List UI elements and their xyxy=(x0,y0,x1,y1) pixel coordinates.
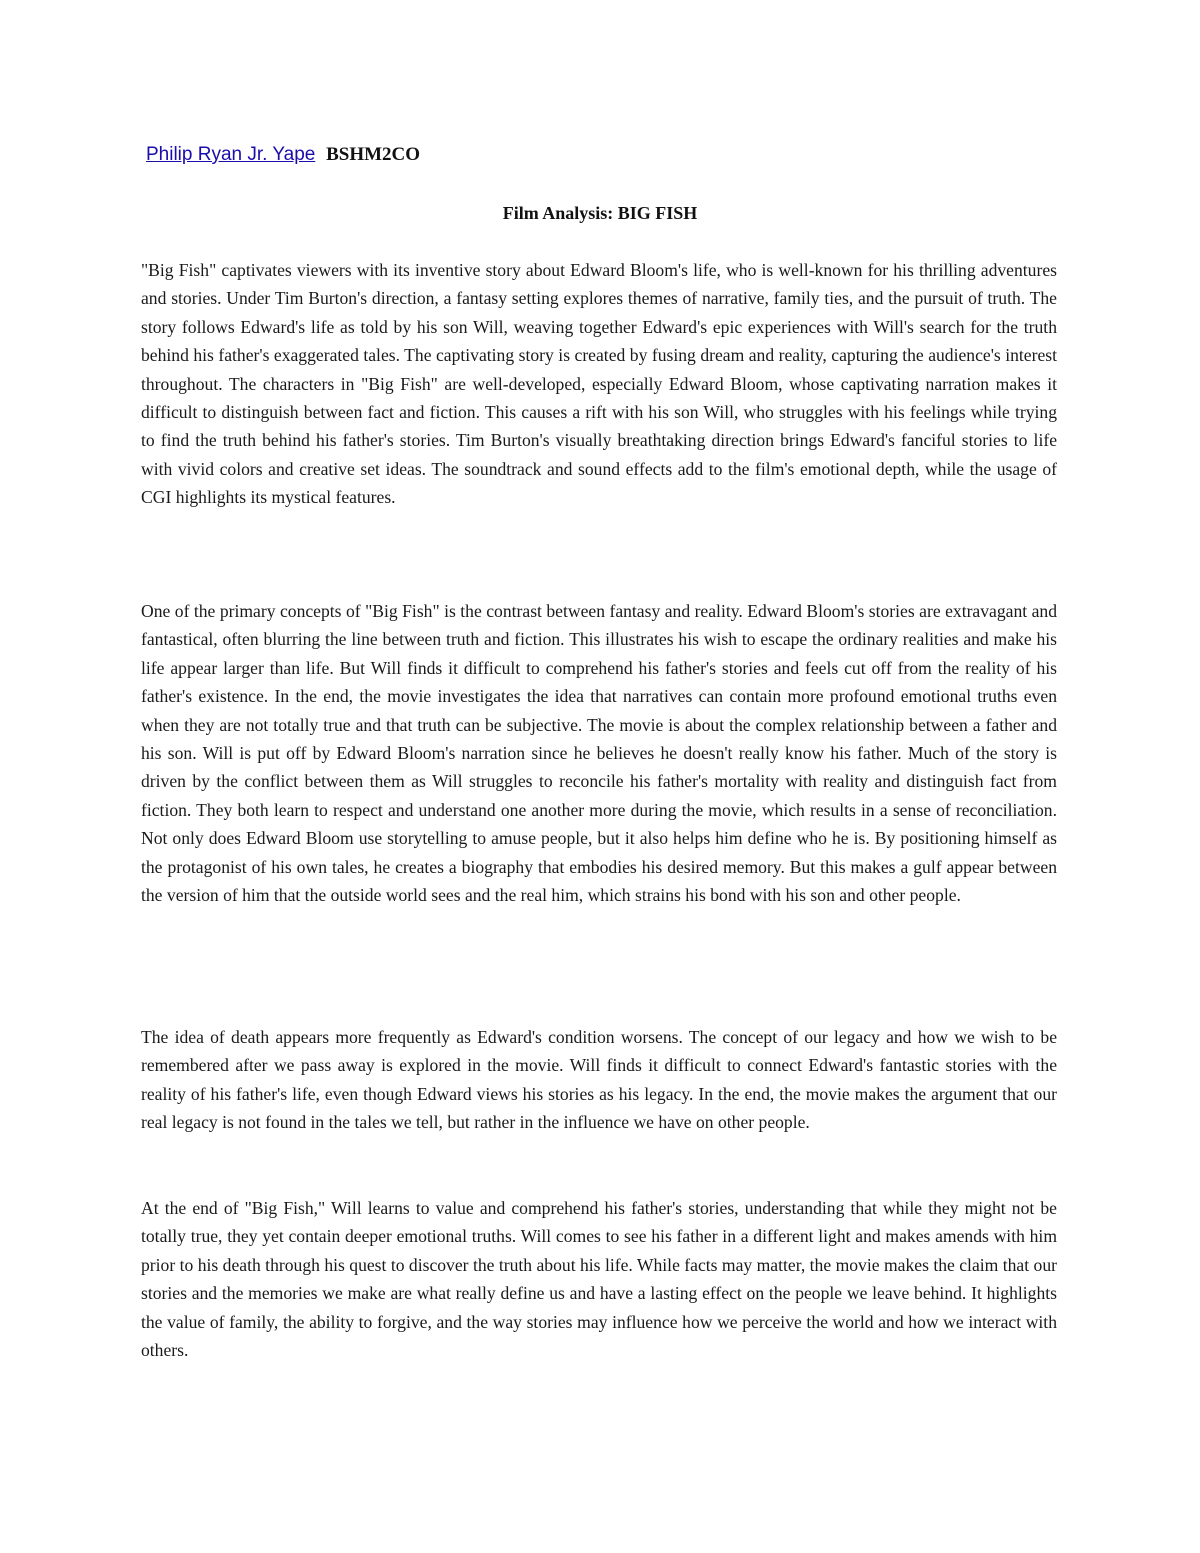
paragraph-introduction: "Big Fish" captivates viewers with its inventive story about Edward Bloom's life, who is well-known for his thrilling adventures and stories. Under Tim Burton's direction, a fantasy setting explores themes of narrative, family ties, and the pursuit of truth. The story follows Edward's life as told by his son Will, weaving together Edward's epic experiences with Will's search for the truth behind his father's exaggerated tales. The captivating story is created by fusing dream and reality, capturing the audience's interest throughout. The characters in "Big Fish" are well-developed, especially Edward Bloom, whose captivating narration makes it difficult to distinguish between fact and fiction. This causes a rift with his son Will, who struggles with his feelings while trying to find the truth behind his father's stories. Tim Burton's visually breathtaking direction brings Edward's fanciful stories to life with vivid colors and creative set ideas. The soundtrack and sound effects add to the film's emotional depth, while the usage of CGI highlights its mystical features. xyxy=(141,260,1057,508)
paragraph-death-legacy: The idea of death appears more frequently as Edward's condition worsens. The concept of our legacy and how we wish to be remembered after we pass away is explored in the movie. Will finds it difficult to connect Edward's fantastic stories with the reality of his father's life, even though Edward views his stories as his legacy. In the end, the movie makes the argument that our real legacy is not found in the tales we tell, but rather in the influence we have on other people. xyxy=(141,1027,1057,1133)
paragraph-fantasy-reality: One of the primary concepts of "Big Fish" is the contrast between fantasy and reality. Edward Bloom's stories are extravagant and fantastical, often blurring the line between truth and fiction. This illustrates his wish to escape the ordinary realities and make his life appear larger than life. But Will finds it difficult to comprehend his father's stories and feels cut off from the reality of his father's existence. In the end, the movie investigates the idea that narratives can contain more profound emotional truths even when they are not totally true and that truth can be subjective. The movie is about the complex relationship between a father and his son. Will is put off by Edward Bloom's narration since he believes he doesn't really know his father. Much of the story is driven by the conflict between them as Will struggles to reconcile his father's mortality with reality and distinguish fact from fiction. They both learn to respect and understand one another more during the movie, which results in a sense of reconciliation. Not only does Edward Bloom use storytelling to amuse people, but it also helps him define who he is. By positioning himself as the protagonist of his own tales, he creates a biography that embodies his desired memory. But this makes a gulf appear between the version of him that the outside world sees and the real him, which strains his bond with his son and other people. xyxy=(141,601,1057,906)
paragraph-conclusion: At the end of "Big Fish," Will learns to value and comprehend his father's stories, understanding that while they might not be totally true, they yet contain deeper emotional truths. Will comes to see his father in a different light and makes amends with him prior to his death through his quest to discover the truth about his life. While facts may matter, the movie makes the claim that our stories and the memories we make are what really define us and have a lasting effect on the people we leave behind. It highlights the value of family, the ability to forgive, and the way stories may influence how we perceive the world and how we interact with others. xyxy=(141,1198,1057,1361)
author-link[interactable]: Philip Ryan Jr. Yape xyxy=(146,144,316,165)
header-line xyxy=(146,142,420,168)
section-code: BSHM2CO xyxy=(326,144,421,165)
document-title: Film Analysis: BIG FISH xyxy=(502,203,698,223)
